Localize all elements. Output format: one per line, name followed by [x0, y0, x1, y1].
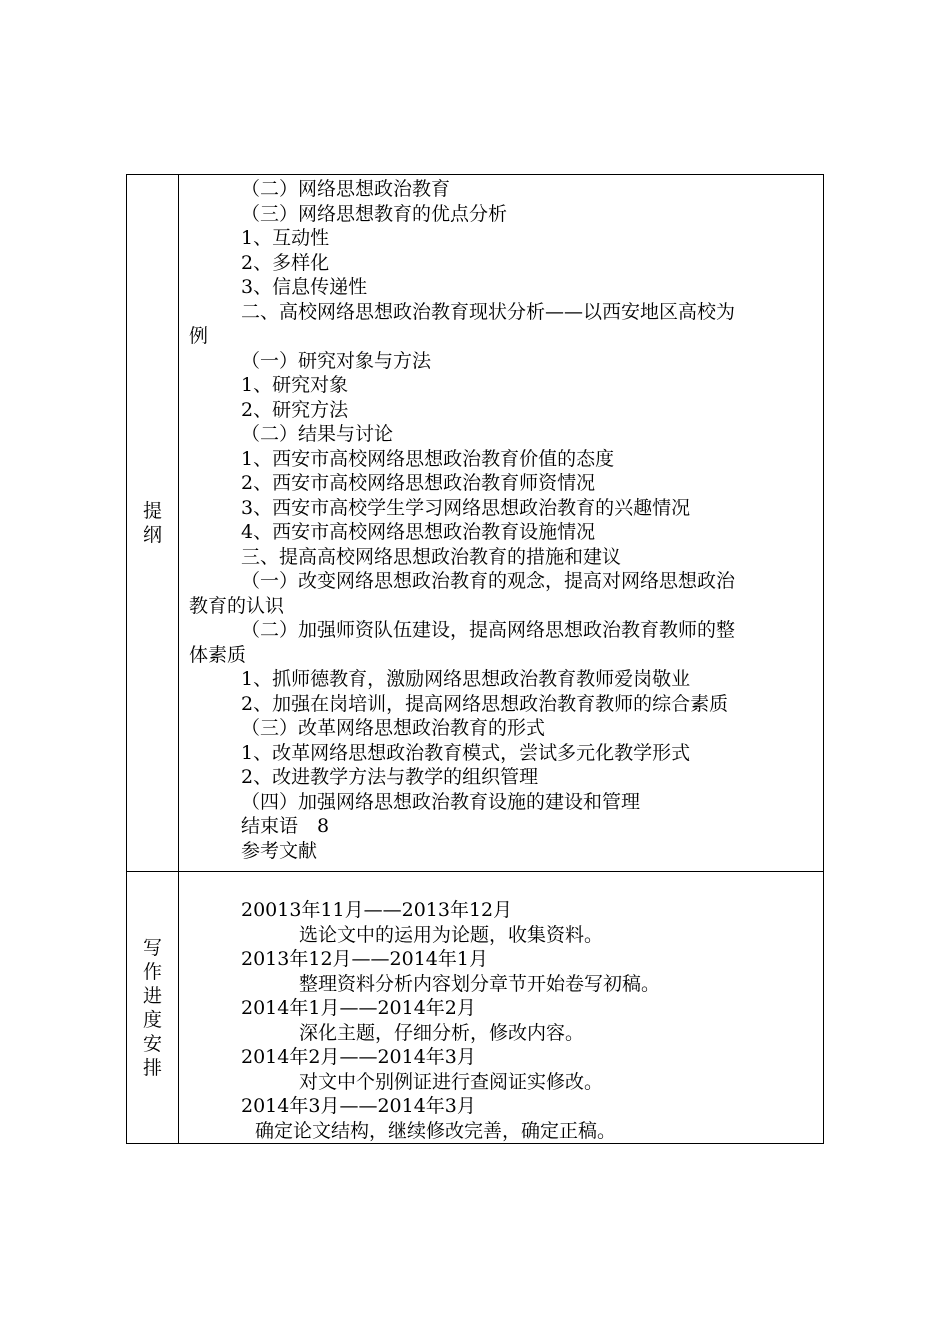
outline-line: 2、改进教学方法与教学的组织管理 [241, 766, 539, 788]
outline-line: 2、研究方法 [241, 398, 349, 421]
outline-row [127, 175, 824, 872]
schedule-line: 整理资料分析内容划分章节开始卷写初稿。 [299, 972, 661, 995]
outline-line: （三）改革网络思想政治教育的形式 [241, 717, 546, 739]
outline-line: 二、高校网络思想政治教育现状分析——以西安地区高校为 [241, 300, 736, 323]
outline-line: 1、改革网络思想政治教育模式，尝试多元化教学形式 [241, 741, 691, 764]
outline-line: 体素质 [189, 643, 247, 666]
proposal-table [126, 174, 824, 1144]
outline-line: 1、互动性 [241, 227, 330, 249]
outline-line: 参考文献 [241, 839, 318, 862]
schedule-content [179, 872, 823, 1143]
outline-label: 提纲 [142, 500, 162, 546]
outline-line: 教育的认识 [189, 594, 285, 617]
schedule-line: 2014年2月——2014年3月 [241, 1046, 476, 1068]
outline-line: 4、西安市高校网络思想政治教育设施情况 [241, 521, 596, 543]
schedule-label: 写作进度安排 [142, 936, 162, 1079]
schedule-line: 深化主题，仔细分析，修改内容。 [299, 1021, 585, 1044]
outline-line: 三、提高高校网络思想政治教育的措施和建议 [241, 545, 622, 568]
outline-line: （二）加强师资队伍建设，提高网络思想政治教育教师的整 [241, 619, 736, 641]
schedule-content-cell [179, 872, 824, 1144]
outline-content [179, 175, 823, 863]
outline-line: 2、加强在岗培训，提高网络思想政治教育教师的综合素质 [241, 692, 729, 715]
outline-line: （四）加强网络思想政治教育设施的建设和管理 [241, 790, 641, 813]
outline-label-cell [127, 175, 179, 872]
schedule-label-cell [127, 872, 179, 1144]
outline-content-cell [179, 175, 824, 872]
schedule-line: 20013年11月——2013年12月 [241, 899, 513, 921]
schedule-line: 选论文中的运用为论题，收集资料。 [299, 923, 604, 946]
outline-line: 结束语 8 [241, 815, 330, 837]
outline-line: （一）改变网络思想政治教育的观念，提高对网络思想政治 [241, 570, 736, 592]
outline-line: （三）网络思想教育的优点分析 [241, 202, 508, 225]
outline-line: （一）研究对象与方法 [241, 349, 432, 372]
schedule-line: 2014年3月——2014年3月 [241, 1095, 476, 1117]
outline-line: 1、抓师德教育，激励网络思想政治教育教师爱岗敬业 [241, 668, 691, 690]
outline-line: 例 [189, 325, 209, 347]
outline-line: 3、西安市高校学生学习网络思想政治教育的兴趣情况 [241, 496, 691, 519]
outline-line: 1、研究对象 [241, 374, 349, 396]
outline-line: （二）结果与讨论 [241, 423, 394, 445]
outline-line: （二）网络思想政治教育 [241, 178, 451, 200]
schedule-row [127, 872, 824, 1144]
schedule-line: 确定论文结构，继续修改完善，确定正稿。 [255, 1119, 617, 1142]
outline-line: 2、西安市高校网络思想政治教育师资情况 [241, 472, 596, 494]
schedule-line: 对文中个别例证进行查阅证实修改。 [299, 1070, 604, 1093]
outline-line: 3、信息传递性 [241, 276, 368, 298]
schedule-line: 2013年12月——2014年1月 [241, 948, 488, 970]
outline-line: 2、多样化 [241, 251, 330, 274]
schedule-line: 2014年1月——2014年2月 [241, 997, 476, 1019]
outline-line: 1、西安市高校网络思想政治教育价值的态度 [241, 447, 615, 470]
